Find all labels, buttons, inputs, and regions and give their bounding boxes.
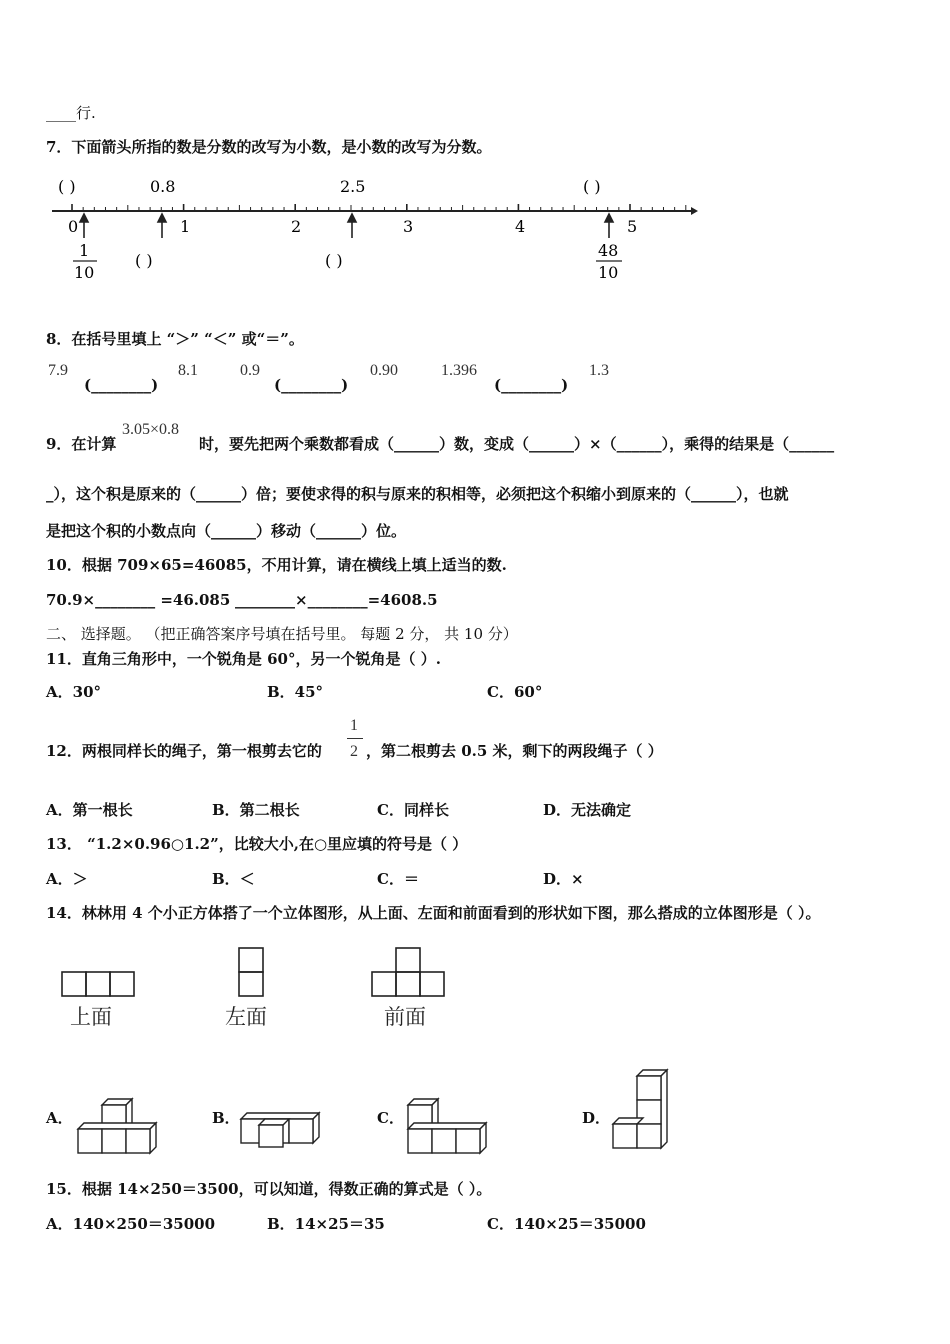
q14-option-b[interactable]: B． [212, 1109, 240, 1127]
q8-right-1: 8.1 [178, 362, 198, 379]
q11-option-b[interactable]: B．45° [267, 683, 324, 701]
q14-option-a[interactable]: A． [46, 1109, 73, 1127]
q14-option-c-cubes [408, 1099, 492, 1155]
top-blank-left: ( ) [58, 177, 76, 196]
question-9-start: 9．在计算 [46, 435, 117, 453]
top-view-square [86, 972, 110, 996]
q14-views-figure [56, 944, 456, 1034]
fraction-1-denominator: 10 [74, 263, 95, 282]
q12-option-c[interactable]: C．同样长 [377, 801, 449, 819]
left-view-square [239, 972, 263, 996]
q14-option-d-cubes [613, 1070, 673, 1150]
q13-option-b[interactable]: B．＜ [212, 870, 255, 888]
q14-option-c[interactable]: C． [377, 1109, 404, 1127]
front-view-square [396, 972, 420, 996]
tick-label-0: 0 [68, 217, 79, 236]
q15-option-b[interactable]: B．14×25＝35 [267, 1215, 385, 1233]
bottom-blank-1: ( ) [135, 251, 153, 270]
q8-left-2: 0.9 [240, 362, 260, 379]
front-view-square [372, 972, 396, 996]
question-8: 8．在括号里填上 “＞” “＜” 或“＝”。 [46, 330, 304, 348]
fraction-2-numerator: 48 [598, 241, 619, 260]
q12-fraction-bar [347, 738, 363, 739]
q12-option-b[interactable]: B．第二根长 [212, 801, 300, 819]
question-15: 15．根据 14×250＝3500，可以知道，得数正确的算式是（ ）。 [46, 1180, 492, 1198]
top-view-square [110, 972, 134, 996]
q8-right-3: 1.3 [589, 362, 609, 379]
q14-option-b-cubes [241, 1109, 325, 1149]
question-11: 11．直角三角形中，一个锐角是 60°，另一个锐角是（ ）. [46, 650, 441, 668]
tick-label-3: 3 [403, 217, 414, 236]
question-10: 10．根据 709×65=46085，不用计算，请在横线上填上适当的数. [46, 556, 507, 574]
tick-label-4: 4 [515, 217, 526, 236]
q13-option-a[interactable]: A．＞ [46, 870, 88, 888]
q12-option-a[interactable]: A．第一根长 [46, 801, 133, 819]
question-7: 7．下面箭头所指的数是分数的改写为小数，是小数的改写为分数。 [46, 138, 492, 156]
arrow-icon [80, 214, 613, 238]
front-view-square [420, 972, 444, 996]
top-view-square [62, 972, 86, 996]
q11-option-c[interactable]: C．60° [487, 683, 543, 701]
q8-blank-2[interactable]: (________) [274, 376, 349, 394]
number-line-figure [46, 172, 706, 287]
left-view-square [239, 948, 263, 972]
q8-blank-3[interactable]: (________) [494, 376, 569, 394]
q13-option-d[interactable]: D．× [543, 870, 584, 888]
top-blank-right: ( ) [583, 177, 601, 196]
view-label-left: 左面 [225, 1005, 267, 1029]
q8-blank-1[interactable]: (________) [84, 376, 159, 394]
top-label-2.5: 2.5 [340, 177, 366, 196]
q13-option-c[interactable]: C．＝ [377, 870, 419, 888]
question-9-line2: _），这个积是原来的（______）倍；要使求得的积与原来的积相等，必须把这个积缩小到原来的（______），也就 [46, 485, 789, 503]
q8-right-2: 0.90 [370, 362, 398, 379]
q10-blank-b[interactable]: ________×________=4608.5 [235, 591, 438, 609]
view-label-top: 上面 [70, 1005, 112, 1029]
q12-option-d[interactable]: D．无法确定 [543, 801, 632, 819]
q14-option-a-cubes [78, 1099, 160, 1155]
question-13: 13． “1.2×0.96○1.2”，比较大小,在○里应填的符号是（ ） [46, 835, 468, 853]
q8-left-3: 1.396 [441, 362, 477, 379]
prev-answer-line: ____行. [46, 104, 96, 122]
q11-option-a[interactable]: A．30° [46, 683, 102, 701]
q15-option-a[interactable]: A．140×250＝35000 [46, 1215, 216, 1233]
top-label-0.8: 0.8 [150, 177, 176, 196]
q8-left-1: 7.9 [48, 362, 68, 379]
bottom-blank-2: ( ) [325, 251, 343, 270]
q10-blank-a[interactable]: 70.9×________ =46.085 [46, 591, 231, 609]
q9-expression: 3.05×0.8 [122, 421, 180, 438]
view-label-front: 前面 [384, 1005, 426, 1029]
question-14: 14．林林用 4 个小正方体搭了一个立体图形，从上面、左面和前面看到的形状如下图，那么搭成的立体图形是（ ）。 [46, 904, 821, 922]
section-2-title: 二、 选择题。 （把正确答案序号填在括号里。 每题 2 分， 共 10 分） [46, 625, 518, 643]
question-12-end: ，第二根剪去 0.5 米，剩下的两段绳子（ ） [366, 742, 663, 760]
question-12-start: 12．两根同样长的绳子，第一根剪去它的 [46, 742, 322, 760]
fraction-1-numerator: 1 [79, 241, 90, 260]
question-9-line1: 时，要先把两个乘数都看成（______）数，变成（______）×（______），乘得的结果是（______ [199, 435, 835, 453]
q14-option-d[interactable]: D． [582, 1109, 611, 1127]
tick-label-1: 1 [180, 217, 191, 236]
tick-label-2: 2 [291, 217, 302, 236]
fraction-2-denominator: 10 [598, 263, 619, 282]
number-line-axis [52, 207, 698, 215]
q15-option-c[interactable]: C．140×25＝35000 [487, 1215, 646, 1233]
front-view-square [396, 948, 420, 972]
question-9-line3: 是把这个积的小数点向（______）移动（______）位。 [46, 522, 407, 540]
tick-label-5: 5 [627, 217, 638, 236]
q12-fraction-numerator: 1 [350, 717, 358, 734]
q12-fraction-denominator: 2 [350, 743, 358, 760]
